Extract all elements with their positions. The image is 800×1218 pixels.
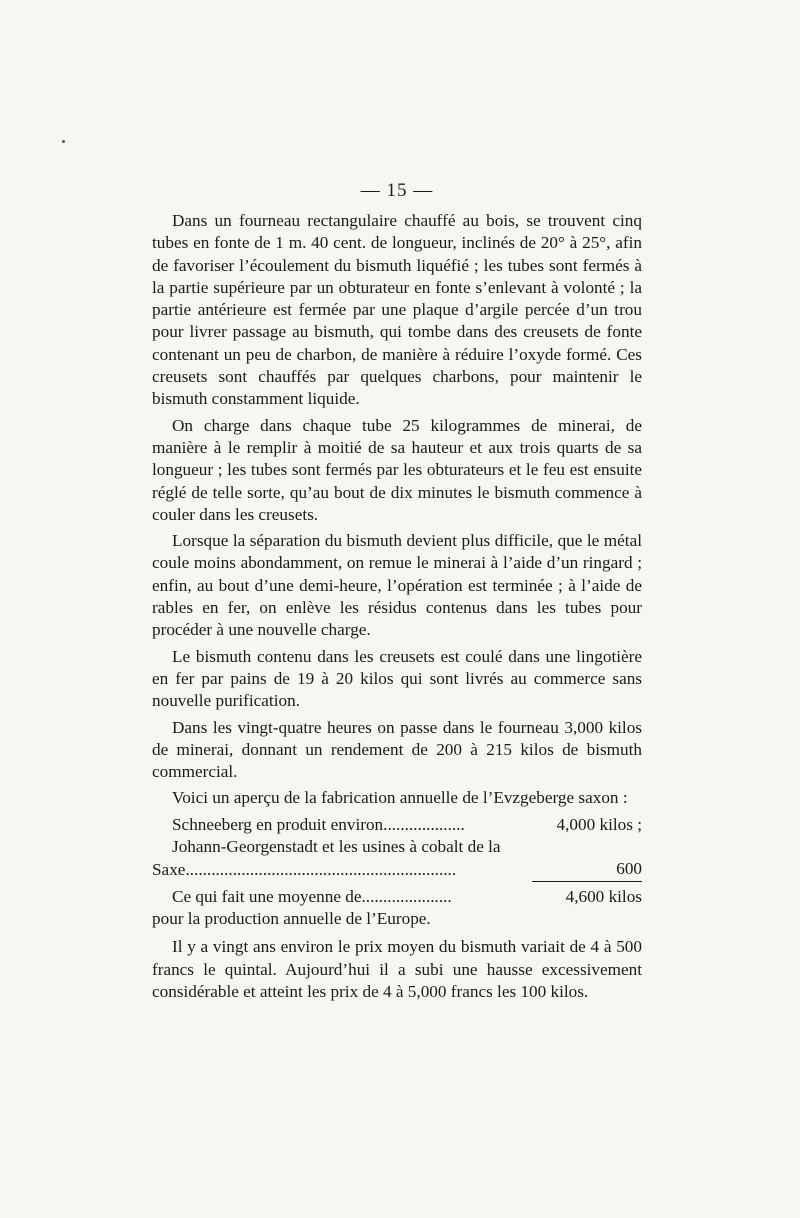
- paragraph-casting: Le bismuth contenu dans les creusets est coulé dans une lingotière en fer par pains de 19 à 20 kilos qui sont livrés au commerce sans nouvelle purification.: [152, 646, 642, 711]
- production-row-total: [152, 881, 642, 908]
- production-total-amount: 4,600 kilos: [532, 881, 642, 908]
- leader-dots: ...................: [383, 814, 465, 834]
- production-total-continuation: pour la production annuelle de l’Europe.: [152, 908, 431, 928]
- production-row-johann-a: [152, 836, 642, 858]
- production-label-johann: Johann-Georgenstadt et les usines à cobalt de la: [172, 837, 501, 857]
- document-page: [152, 180, 642, 1007]
- leader-dots: .....................: [361, 886, 452, 906]
- production-label-saxe: Saxe: [152, 859, 186, 879]
- production-amount-johann: 600: [616, 859, 642, 879]
- production-amount-schneeberg: 4,000 kilos ;: [556, 814, 642, 834]
- page-number: — 15 —: [360, 180, 434, 201]
- paragraph-charge: On charge dans chaque tube 25 kilogrammes de minerai, de manière à le remplir à moitié de sa hauteur et aux trois quarts de sa longueur ; les tubes sont fermés par les obturateurs et le feu est ensuite réglé de telle sorte, qu’au bout de dix minutes le bismuth commence à couler dans les creusets.: [152, 415, 642, 524]
- production-row-schneeberg: [152, 814, 642, 836]
- paragraph-price: Il y a vingt ans environ le prix moyen du bismuth variait de 4 à 500 francs le quintal. Aujourd’hui il a subi une hausse excessivement considérable et atteint les prix de 4 à 5,000 francs les 100 kilos.: [152, 937, 642, 1001]
- paragraph-annual-intro: Voici un aperçu de la fabrication annuelle de l’Evzgeberge saxon :: [172, 788, 628, 808]
- paragraph-daily-yield: Dans les vingt-quatre heures on passe dans le fourneau 3,000 kilos de minerai, donnant un rendement de 200 à 215 kilos de bismuth commercial.: [152, 717, 642, 782]
- leader-dots: ...............................................................: [185, 859, 457, 879]
- paragraph-furnace: Dans un fourneau rectangulaire chauffé au bois, se trouvent cinq tubes en fonte de 1 m. 40 cent. de longueur, inclinés de 20° à 25°, afin de favoriser l’écoulement du bismuth liquéfié ; les tubes sont fermés à la partie supérieure par un obturateur en fonte s’enlevant à volonté ; la partie antérieure est fermée par une plaque d’argile percée d’un trou pour livrer passage au bismuth, qui tombe dans des creusets de fonte contenant un peu de charbon, de manière à réduire l’oxyde formé. Ces creusets sont chauffés par quelques charbons, pour maintenir le bismuth constamment liquide.: [152, 211, 642, 409]
- production-label-schneeberg: Schneeberg en produit environ: [172, 814, 384, 834]
- ink-speck: [62, 140, 65, 143]
- production-table: [152, 814, 642, 908]
- paragraph-separation: Lorsque la séparation du bismuth devient plus difficile, que le métal coule moins abondamment, on remue le minerai à l’aide d’un ringard ; enfin, au bout d’une demi-heure, l’opération est terminée ; à l’aide de rables en fer, on enlève les résidus contenus dans les tubes pour procéder à une nouvelle charge.: [152, 531, 642, 640]
- production-row-johann-b: [152, 858, 642, 881]
- production-total-label: Ce qui fait une moyenne de: [172, 886, 362, 906]
